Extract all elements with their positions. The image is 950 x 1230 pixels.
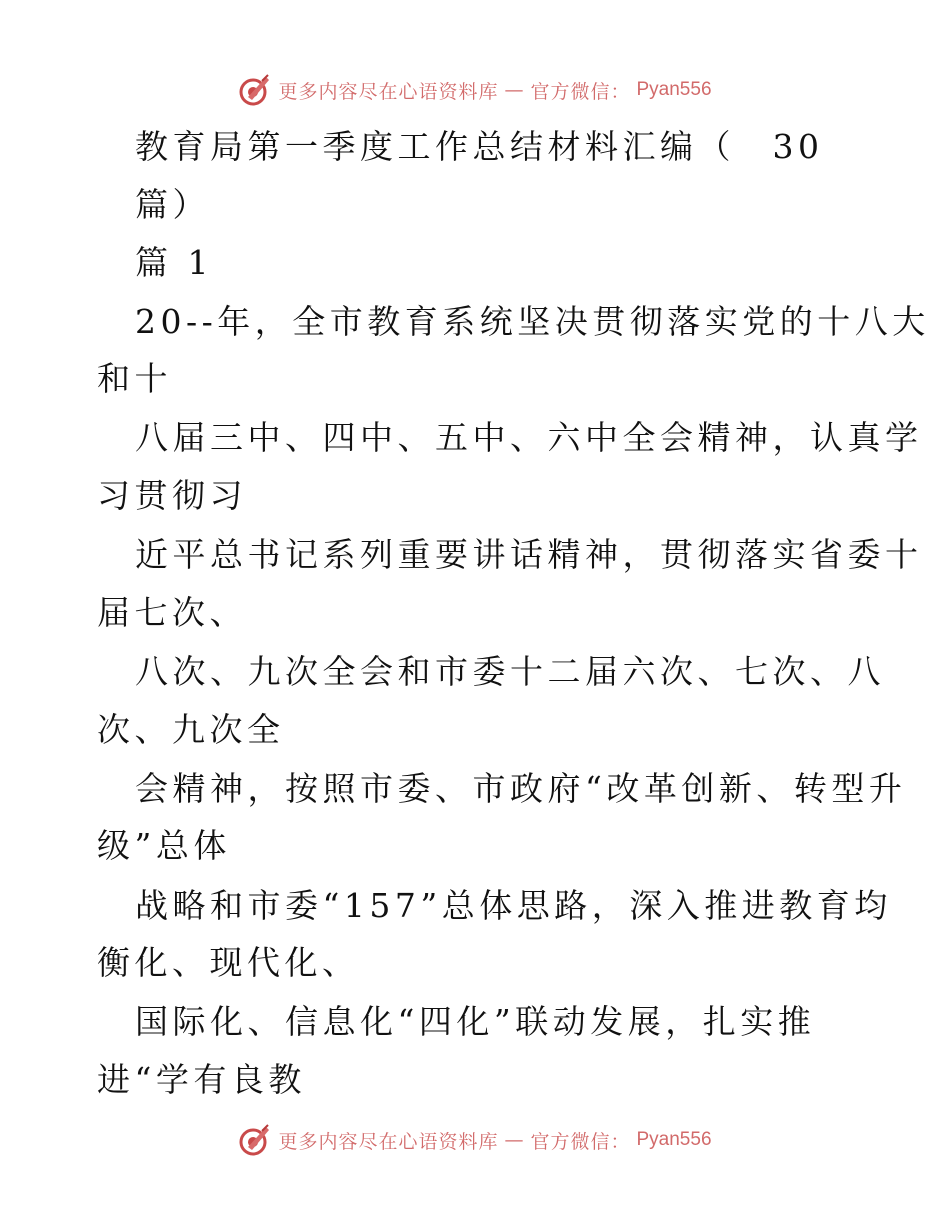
paragraph-line-wrap: 级”总体 <box>97 826 231 865</box>
paragraph-line-wrap: 进“学有良教 <box>97 1060 306 1099</box>
footer-banner-text: 更多内容尽在心语资料库 <box>278 1130 499 1153</box>
paragraph-line: 八届三中、四中、五中、六中全会精神，认真学 <box>135 418 923 457</box>
paragraph-line-wrap: 习贯彻习 <box>97 476 247 515</box>
document-title-text-1: 教育局第一季度工作总结材料汇编（ 30 <box>135 127 824 166</box>
document-title-line-2: 篇） <box>135 185 210 224</box>
paragraph-line: 20--年，全市教育系统坚决贯彻落实党的十八大 <box>135 302 930 341</box>
footer-banner-dash: — <box>504 1129 525 1151</box>
paragraph-line-wrap: 次、九次全 <box>97 710 285 749</box>
document-title-line-1 <box>0 127 950 167</box>
paragraph-line-wrap: 和十 <box>97 359 172 398</box>
paragraph-line-wrap: 衡化、现代化、 <box>97 943 360 982</box>
header-banner-dash: — <box>504 79 525 101</box>
paragraph-line: 战略和市委“157”总体思路，深入推进教育均 <box>135 886 892 925</box>
paragraph-line-wrap: 届七次、 <box>97 593 247 632</box>
paragraph-line: 八次、九次全会和市委十二届六次、七次、八 <box>135 652 885 691</box>
paragraph-line: 会精神，按照市委、市政府“改革创新、转型升 <box>135 769 907 808</box>
footer-watermark-banner <box>0 1120 950 1160</box>
section-label: 篇 1 <box>135 243 213 282</box>
header-banner-text: 更多内容尽在心语资料库 <box>278 80 499 103</box>
footer-banner-wechat-label: 官方微信： <box>530 1130 631 1153</box>
paragraph-line: 近平总书记系列重要讲话精神，贯彻落实省委十 <box>135 535 923 574</box>
header-banner-wechat-id: Pyan556 <box>636 79 712 100</box>
footer-banner-wechat-id: Pyan556 <box>636 1129 712 1150</box>
quill-pen-logo-icon <box>238 1123 272 1157</box>
header-banner-wechat-label: 官方微信： <box>530 80 631 103</box>
paragraph-line: 国际化、信息化“四化”联动发展，扎实推 <box>135 1002 816 1041</box>
